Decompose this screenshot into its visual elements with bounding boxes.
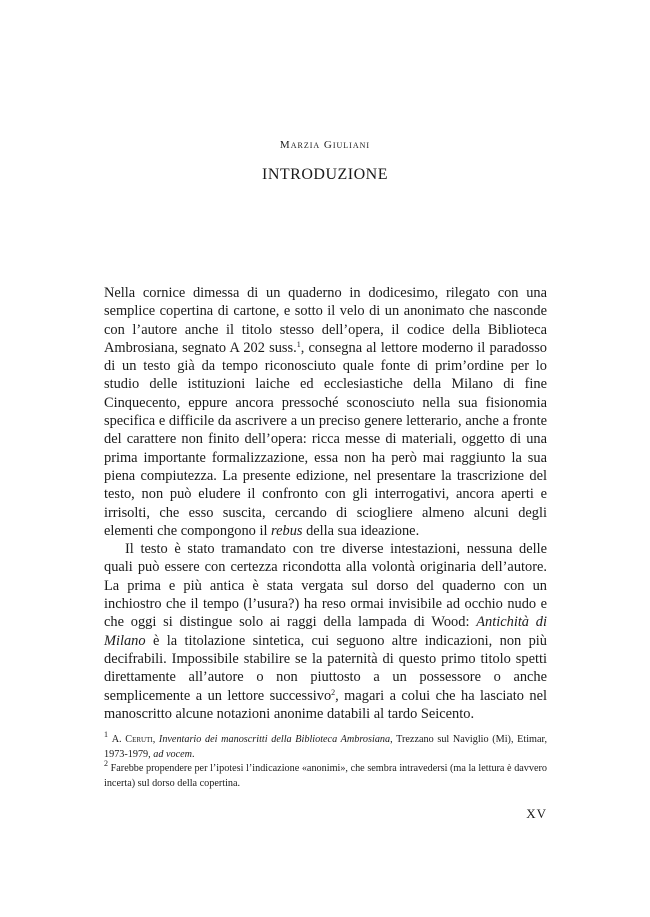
paragraph-1-part-c: della sua ideazione. — [302, 522, 420, 539]
paragraph-1-italic: rebus — [271, 522, 303, 539]
footnote-1 — [104, 730, 548, 762]
paragraph-1-part-a: Nella cornice dimessa di un quaderno in dodicesimo, rilegato con una semplice copertina di cartone, e sotto il velo di un anonimato che nasconde con l’autore anche il titolo stesso dell’opera, il codice della Biblioteca Ambrosiana, segnato A 202 suss. — [104, 285, 547, 356]
footnote-1-italic: ad vocem — [153, 748, 193, 760]
paragraph-1 — [104, 284, 547, 540]
paragraph-2-part-b: è la titolazione sintetica, cui seguono altre indicazioni, non più decifrabili. Impossibile stabilire se la paternità di questo primo titolo spetti direttamente all’autore o non piuttosto a un possessore o anche semplicemente a un lettore successivo — [104, 632, 547, 704]
chapter-title: INTRODUZIONE — [262, 166, 388, 183]
footnote-2 — [104, 759, 547, 791]
footnote-1-rest: , Trezzano sul Naviglio (Mi), Etimar, 1973-1979, — [104, 734, 548, 760]
page-number: XV — [526, 806, 547, 821]
footnote-ref-1: 1 — [296, 339, 301, 349]
paragraph-2-part-c: , magari a colui che ha lasciato nel manoscritto alcune notazioni anonime databili al tardo Seicento. — [104, 687, 547, 722]
paragraph-2 — [104, 540, 547, 723]
footnote-1-end: . — [192, 748, 195, 760]
paragraph-2-part-a: Il testo è stato tramandato con tre diverse intestazioni, nessuna delle quali può essere con certezza ricondotta alla volontà originaria dell’autore. La prima e più antica è stata vergata sul dorso del quaderno con un inchiostro che il tempo (l’usura?) ha reso ormai invisibile ad occhio nudo e che oggi si distingue solo ai raggi della lampada di Wood: — [104, 541, 547, 631]
author-name: Marzia Giuliani — [279, 139, 371, 151]
footnote-2-text: Farebbe propendere per l’ipotesi l’indicazione «anonimi», che sembra intravedersi (ma la lettura è davvero incerta) sul dorso della copertina. — [104, 763, 547, 789]
footnote-1-number: 1 — [104, 730, 108, 739]
paragraph-1-part-b: , consegna al lettore moderno il paradosso di un testo già da tempo riconosciuto quale fonte di prim’ordine per lo studio delle istituzioni laiche ed ecclesiastiche della Milano di fine Cinquecento, eppure ancora pressoché sconosciuto nella sua fisionomia specifica e difficile da ascrivere a un preciso genere letterario, anche a fronte del carattere non finito dell’opera: ricca messe di materiali, oggetto di una prima importante formalizzazione, essa non ha però mai raggiunto la sua piena compiutezza. La presente edizione, nel presentare la trascrizione del testo, non può eludere il confronto con gli interrogativi, ancora aperti e irrisolti, che esso suscita, cercando di sciogliere almeno alcuni degli elementi che compongono il — [104, 339, 547, 539]
body-text — [104, 284, 547, 723]
footnote-1-sep: , — [152, 734, 159, 745]
footnote-1-author: A. Ceruti — [111, 734, 153, 745]
footnotes — [104, 730, 548, 791]
paragraph-2-italic: Antichità di Milano — [104, 614, 547, 649]
footnote-1-work: Inventario dei manoscritti della Biblioteca Ambrosiana — [158, 734, 391, 745]
footnote-2-number: 2 — [104, 759, 108, 768]
footnote-ref-2: 2 — [331, 687, 336, 697]
